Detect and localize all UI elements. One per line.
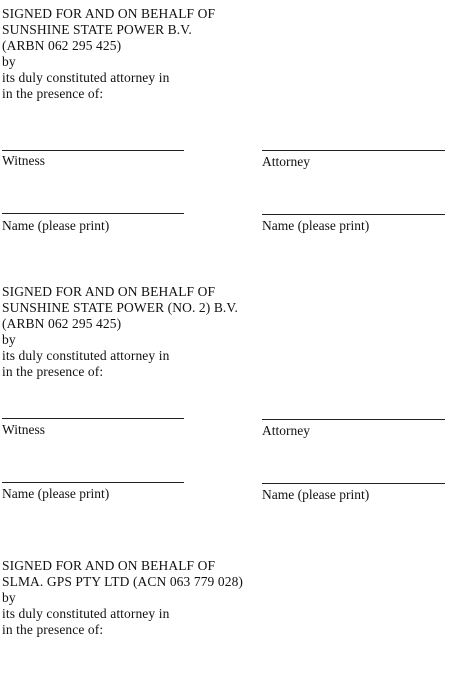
block-3-line-2: SLMA. GPS PTY LTD (ACN 063 779 028)	[2, 574, 244, 589]
witness-name-label-1: Name (please print)	[2, 218, 110, 233]
block-1-line-4: by	[2, 54, 16, 69]
block-1-line-3: (ARBN 062 295 425)	[2, 38, 122, 53]
signature-block-3-text	[2, 558, 243, 638]
attorney-name-line-1	[262, 214, 445, 215]
block-2-line-3: (ARBN 062 295 425)	[2, 316, 122, 331]
block-1-line-5: its duly constituted attorney in	[2, 70, 170, 85]
attorney-label-1: Attorney	[262, 154, 310, 169]
block-3-line-1: SIGNED FOR AND ON BEHALF OF	[2, 558, 216, 573]
block-1-line-1: SIGNED FOR AND ON BEHALF OF	[2, 6, 216, 21]
signature-block-1-text	[2, 6, 215, 102]
witness-name-line-2	[2, 482, 184, 483]
block-3-line-4: its duly constituted attorney in	[2, 606, 170, 621]
witness-label-1: Witness	[2, 153, 45, 168]
block-2-line-1: SIGNED FOR AND ON BEHALF OF	[2, 284, 216, 299]
block-3-line-5: in the presence of:	[2, 622, 104, 637]
block-2-line-2: SUNSHINE STATE POWER (NO. 2) B.V.	[2, 300, 238, 315]
attorney-name-label-2: Name (please print)	[262, 487, 370, 502]
attorney-label-2: Attorney	[262, 423, 310, 438]
witness-name-line-1	[2, 213, 184, 214]
signature-block-2-text	[2, 284, 238, 380]
attorney-name-label-1: Name (please print)	[262, 218, 370, 233]
block-1-line-6: in the presence of:	[2, 86, 104, 101]
witness-signature-line-1	[2, 150, 184, 151]
block-2-line-6: in the presence of:	[2, 364, 104, 379]
attorney-signature-line-1	[262, 150, 445, 151]
witness-signature-line-2	[2, 418, 184, 419]
attorney-name-line-2	[262, 483, 445, 484]
block-1-line-2: SUNSHINE STATE POWER B.V.	[2, 22, 192, 37]
block-3-line-3: by	[2, 590, 16, 605]
block-2-line-4: by	[2, 332, 16, 347]
witness-name-label-2: Name (please print)	[2, 486, 110, 501]
witness-label-2: Witness	[2, 422, 45, 437]
attorney-signature-line-2	[262, 419, 445, 420]
block-2-line-5: its duly constituted attorney in	[2, 348, 170, 363]
